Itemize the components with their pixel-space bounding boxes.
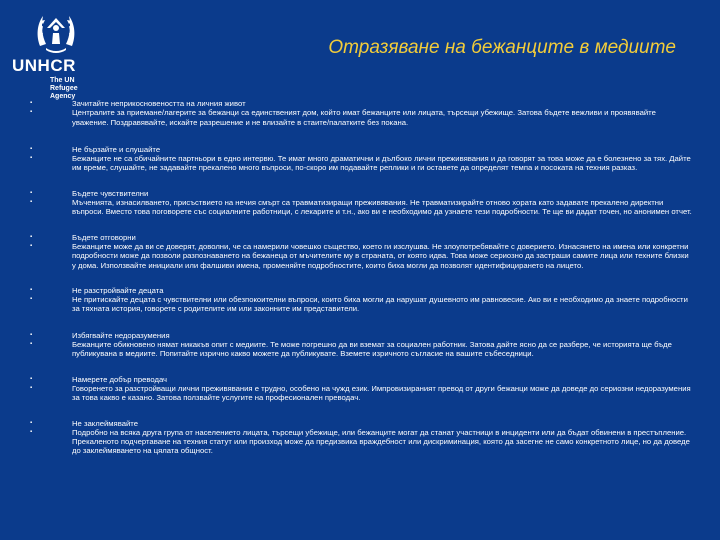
bullet-icon: ▪ [30, 109, 33, 116]
guideline-privacy [30, 99, 692, 127]
bullet-icon: ▪ [30, 233, 33, 240]
list-item [30, 419, 692, 428]
guideline-heading: Не бързайте и слушайте [72, 144, 161, 154]
guideline-body: Мъченията, изнасилването, присъствието на нечия смърт са травматизиращи преживявания. Не травматизирайте отново хората като задавате прекалено директни въпроси. Вместо това поговорете със социалните работници, с лекарите и т.н., ако ви е необходимо да узнаете тези подробности. Те ще ви дадат точен, но анонимен отчет. [72, 198, 692, 217]
bullet-icon: ▪ [30, 375, 33, 382]
bullet-icon: ▪ [30, 296, 33, 303]
unhcr-logo [8, 6, 104, 100]
guideline-body: Не притискайте децата с чувствителни или обезпокоителни въпроси, които биха могли да нарушат душевното им равновесие. Ако ви е необходимо да знаете подробности за тяхната история, говорете с родителите им или законните им представители. [72, 295, 688, 314]
list-item [30, 384, 692, 403]
guideline-sensitive [30, 189, 692, 217]
guideline-heading: Не разстройвайте децата [72, 285, 164, 295]
guideline-heading: Намерете добър преводач [72, 374, 168, 384]
guideline-interpreter [30, 375, 692, 403]
bullet-icon: ▪ [30, 428, 33, 435]
list-item [30, 189, 692, 198]
bullet-icon: ▪ [30, 100, 33, 106]
list-item [30, 198, 692, 217]
bullet-icon: ▪ [30, 242, 33, 249]
guideline-body: Бежанците не са обичайните партньори в едно интервю. Те имат много драматични и дълбоко лични преживявания и да говорят за това може да е болезнено за тях. Дайте им време, слушайте, не задавайте прекалено много въпроси, по-скоро им подавайте реплики и ги оставете да определят темпа и посоката на техния разказ. [72, 154, 691, 173]
guidelines-list [30, 99, 692, 465]
list-item [30, 242, 692, 270]
logo-subtitle-line: The UN [50, 77, 75, 84]
list-item [30, 295, 692, 314]
bullet-icon: ▪ [30, 331, 33, 338]
list-item [30, 154, 692, 173]
logo-wordmark: UNHCR [12, 56, 76, 75]
bullet-icon: ▪ [30, 419, 33, 426]
guideline-body: Подробно на всяка друга група от населението лицата, търсещи убежище, или бежанците могат да станат участници в инциденти или да бъдат обвинени в престъпление. Прекаленото подчертаване на техния статут или произход може да предизвика враждебност или дискриминация, която да засегне не само конкретното лице, но да доведе до заклеймяването на цялата общност. [72, 427, 690, 456]
page-title: Отразяване на бежанците в медиите [328, 37, 676, 58]
list-item [30, 340, 692, 359]
list-item [30, 375, 692, 384]
guideline-heading: Не заклеймявайте [72, 418, 138, 428]
guideline-body: Бежанците обикновено нямат никакъв опит с медиите. Те може погрешно да ви вземат за социален работник. Затова дайте ясно да се разбере, че историята ще бъде публикувана в медиите. Попитайте изрично какво можете да публикувате. Вземете изричното съгласие на вашите събеседници. [72, 340, 672, 359]
logo-subtitle-line: Refugee Agency [50, 85, 78, 100]
bullet-icon: ▪ [30, 341, 33, 348]
guideline-heading: Бъдете отговорни [72, 232, 136, 242]
list-item [30, 331, 692, 340]
guideline-heading: Зачитайте неприкосновеността на личния живот [72, 99, 246, 108]
guideline-body: Говоренето за разстройващи лични преживявания е трудно, особено на чужд език. Импровизираният превод от други бежанци може да доведе до сериозни недоразумения за това какво е казано. Затова ползвайте услугите на професионален преводач. [72, 383, 691, 403]
guideline-responsible [30, 233, 692, 270]
list-item [30, 233, 692, 242]
bullet-icon: ▪ [30, 286, 33, 293]
guideline-listen [30, 145, 692, 173]
guideline-misunderstanding [30, 331, 692, 359]
bullet-icon: ▪ [30, 189, 33, 196]
guideline-body: Централите за приемане/лагерите за бежанци са единственият дом, който имат бежанците или лицата, търсещи убежище. Затова бъдете вежливи и проявявайте уважение. Поздравявайте, искайте разрешение и не влизайте в стаите/палатките без покана. [72, 108, 656, 127]
unhcr-emblem-icon [36, 6, 76, 54]
guideline-stigma [30, 419, 692, 456]
list-item [30, 286, 692, 295]
bullet-icon: ▪ [30, 199, 33, 206]
bullet-icon: ▪ [30, 145, 33, 152]
guideline-children [30, 286, 692, 314]
bullet-icon: ▪ [30, 384, 33, 391]
guideline-heading: Бъдете чувствителни [72, 188, 149, 198]
list-item [30, 108, 692, 127]
list-item [30, 99, 692, 108]
guideline-heading: Избягвайте недоразумения [72, 330, 170, 340]
list-item [30, 145, 692, 154]
logo-subtitle [50, 77, 104, 101]
bullet-icon: ▪ [30, 155, 33, 162]
guideline-body: Бежанците може да ви се доверят, доволни, че са намерили човешко същество, което ги изслушва. Не злоупотребявайте с доверието. Изнасянето на имена или конкретни подробности може да позволи разпознаването на бежанеца от мъчителите му в страната, от която идва. Това може сериозно да застраши самите лица или техните близки у дома. Използвайте инициали или фалшиви имена, променяйте подробностите, които биха могли да позволят идентифицирането на лицето. [72, 241, 689, 270]
list-item [30, 428, 692, 456]
